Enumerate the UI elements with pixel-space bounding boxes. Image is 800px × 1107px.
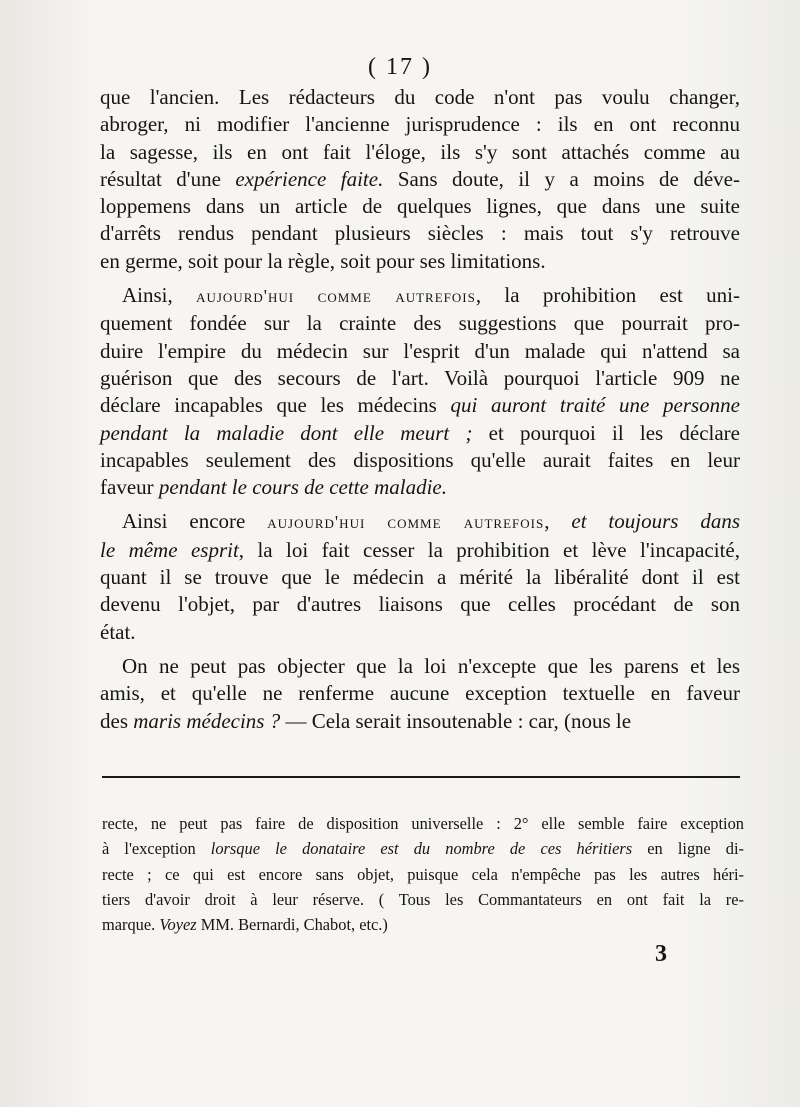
text-line [100,338,740,365]
text-line [100,166,740,193]
text-run: Ainsi, [122,283,197,308]
footnote-line [102,836,744,861]
page-number: ( 17 ) [368,54,432,80]
text-run: abroger, ni modifier l'ancienne jurisprudence : ils en ont reconnu [100,112,740,137]
text-run: On ne peut pas objecter que la loi n'excepte que les parens et les [122,653,740,678]
text-line [100,310,740,337]
text-run: incapables seulement des dispositions qu'elle aurait faites en leur [100,447,740,472]
text-run: faveur [100,475,159,500]
text-line [100,619,740,646]
text-run: résultat d'une [100,166,236,191]
text-line [100,84,740,111]
signature-mark: 3 [655,941,667,967]
footnote [102,811,744,937]
text-run: en ligne di- [632,839,744,859]
text-run: recte, ne peut pas faire de disposition universelle : 2° elle semble faire exception [102,814,744,833]
small-caps-run: aujourd'hui comme autrefois [267,512,545,533]
footnote-divider [102,776,740,778]
text-line [100,392,740,419]
text-run: , la prohibition est uni- [475,283,740,308]
text-run: recte ; ce qui est encore sans objet, puisque cela n'empêche pas les autres héri- [102,864,744,884]
text-run: devenu l'objet, par d'autres liaisons que celles procédant de son [100,592,740,617]
italic-run: Voyez [159,915,197,935]
italic-run: qui auront traité une personne [450,393,741,418]
text-line [100,591,740,618]
text-run: quement fondée sur la crainte des suggestions que pourrait pro- [100,311,740,336]
text-run: tiers d'avoir droit à leur réserve. ( Tous les Commantateurs en ont fait la re- [102,889,744,909]
text-line [100,420,740,447]
italic-run: et toujours dans [571,509,741,534]
small-caps-run: aujourd'hui comme autrefois [196,286,476,307]
text-line [100,282,740,310]
text-line [100,474,740,501]
text-run: duire l'empire du médecin sur l'esprit d'un malade qui n'attend sa [100,338,740,363]
main-text [100,84,740,742]
text-line [100,708,740,735]
text-line [100,248,740,275]
text-line [100,365,740,392]
paragraph [100,282,740,501]
italic-run: expérience faite. [235,166,384,191]
text-run: des [100,708,134,733]
text-run: que l'ancien. Les rédacteurs du code n'ont pas voulu changer, [100,85,740,109]
text-run: à l'exception [102,839,211,859]
text-run: , la loi fait cesser la prohibition et lève l'incapacité, [238,537,740,562]
text-line [100,653,740,680]
footnote-line [102,887,744,912]
text-run: d'arrêts rendus pendant plusieurs siècles : mais tout s'y retrouve [100,221,740,246]
paragraph [100,84,740,275]
text-run: Ainsi encore [122,509,268,534]
text-run: loppemens dans un article de quelques lignes, que dans une suite [100,194,740,219]
text-run: marque. [102,915,160,935]
text-run: MM. Bernardi, Chabot, etc.) [196,915,388,935]
text-run: — Cela serait insoutenable : car, (nous le [280,708,632,733]
text-line [100,111,740,138]
paragraph [100,653,740,735]
text-line [100,193,740,220]
text-line [100,220,740,247]
italic-run: pendant le cours de cette maladie. [158,475,447,500]
text-line [100,537,740,564]
italic-run: le même esprit [100,537,239,562]
text-run: Sans doute, il y a moins de déve- [383,166,740,191]
footnote-line [102,811,744,836]
text-line [100,447,740,474]
text-line [100,508,740,536]
text-line [100,680,740,707]
text-line [100,564,740,591]
footnote-line [102,862,744,887]
italic-run: lorsque le donataire est du nombre de ces héritiers [210,839,633,859]
text-run: , [544,509,572,534]
text-run: la sagesse, ils en ont fait l'éloge, ils s'y sont attachés comme au [100,139,740,164]
text-run: quant il se trouve que le médecin a mérité la libéralité dont il est [100,565,740,590]
text-run: amis, et qu'elle ne renferme aucune exception textuelle en faveur [100,681,740,706]
italic-run: pendant la maladie dont elle meurt ; [100,420,473,445]
text-run: état. [100,619,136,644]
footnote-line [102,912,744,937]
text-run: déclare incapables que les médecins [100,393,451,418]
text-run: et pourquoi il les déclare [472,420,740,445]
italic-run: maris médecins ? [133,708,281,733]
text-line [100,139,740,166]
paragraph [100,508,740,645]
text-run: en germe, soit pour la règle, soit pour ses limitations. [100,248,546,273]
text-run: guérison que des secours de l'art. Voilà pourquoi l'article 909 ne [100,365,740,390]
